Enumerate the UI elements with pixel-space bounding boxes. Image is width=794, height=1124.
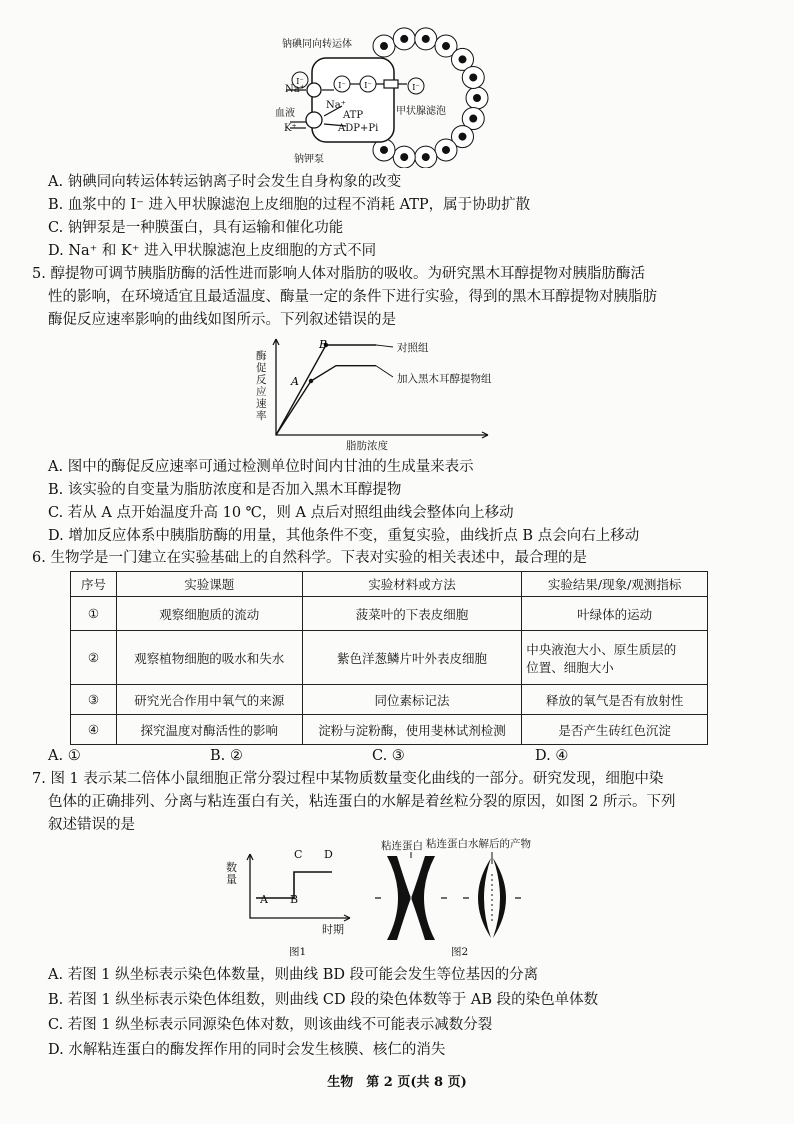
q5-stem-3: 酶促反应速率影响的曲线如图所示。下列叙述错误的是 [48, 312, 396, 328]
na-label-outer: Na⁺ [285, 84, 305, 95]
q5-stem-2: 性的影响，在环境适宜且最适温度、酶量一定的条件下进行实验，得到的黑木耳醇提物对胰脂肪 [48, 289, 657, 305]
q6-stem: 6. 生物学是一门建立在实验基础上的自然科学。下表对实验的相关表述中，最合理的是 [32, 550, 587, 566]
point-a-label: A [291, 375, 299, 388]
table-cell: ① [71, 597, 117, 631]
follicle-label: 甲状腺滤泡 [396, 106, 446, 117]
fig2-label-product: 粘连蛋白水解后的产物 [426, 838, 531, 850]
cell-line: 位置、细胞大小 [526, 659, 614, 675]
q6-choice-b: B. ② [210, 748, 243, 764]
table-header: 实验结果/现象/观测指标 [522, 572, 708, 597]
table-cell: 叶绿体的运动 [522, 597, 708, 631]
q5-ylabel: 酶促反应速率 [256, 350, 267, 422]
nucleus [422, 153, 430, 161]
q5-option-a: A. 图中的酶促反应速率可通过检测单位时间内甘油的生成量来表示 [48, 459, 474, 475]
q5-series-label-extract: 加入黑木耳醇提物组 [397, 373, 492, 385]
q7-stem-2: 色体的正确排列、分离与粘连蛋白有关，粘连蛋白的水解是着丝粒分裂的原因，如图 2 所示。下列 [48, 794, 676, 810]
q7-option-b: B. 若图 1 纵坐标表示染色体组数，则曲线 CD 段的染色体数等于 AB 段的染色单体数 [48, 992, 599, 1008]
table-cell: 紫色洋葱鳞片叶外表皮细胞 [302, 631, 522, 685]
table-header: 实验课题 [116, 572, 302, 597]
point-a-marker [309, 379, 313, 383]
chromatid-icon [478, 858, 491, 938]
q7-stem-3: 叙述错误的是 [48, 817, 135, 833]
table-cell [522, 631, 708, 685]
q4-option-a: A. 钠碘同向转运体转运钠离子时会发生自身构象的改变 [48, 174, 402, 190]
fig2-label-cohesin: 粘连蛋白 [381, 840, 423, 852]
q7-fig2-chromosomes [365, 852, 535, 944]
point-b-label: B [319, 338, 328, 351]
transporter-label: 钠碘同向转运体 [282, 39, 352, 50]
symporter-icon [307, 83, 321, 97]
table-cell: 观察植物细胞的吸水和失水 [116, 631, 302, 685]
q5-option-c: C. 若从 A 点开始温度升高 10 ℃，则 A 点后对照组曲线会整体向上移动 [48, 505, 514, 521]
fig1-point-d: D [324, 848, 333, 861]
fig1-point-c: C [294, 848, 303, 861]
fig1-point-b: B [290, 893, 299, 906]
q7-option-c: C. 若图 1 纵坐标表示同源染色体对数，则该曲线不可能表示减数分裂 [48, 1017, 493, 1033]
fig2-caption: 图2 [451, 946, 469, 958]
atp-label: ATP [343, 110, 364, 121]
table-header: 实验材料或方法 [302, 572, 522, 597]
q6-choice-d: D. ④ [535, 748, 569, 764]
na-label-inner: Na⁺ [326, 100, 346, 111]
nucleus [400, 153, 408, 161]
q5-series-label-control: 对照组 [397, 342, 429, 354]
table-cell: ④ [71, 715, 117, 745]
page-footer: 生物 第 2 页(共 8 页) [327, 1075, 467, 1090]
table-cell: 菠菜叶的下表皮细胞 [302, 597, 522, 631]
table-cell: 研究光合作用中氧气的来源 [116, 685, 302, 715]
q7-option-d: D. 水解粘连蛋白的酶发挥作用的同时会发生核膜、核仁的消失 [48, 1042, 446, 1058]
q5-option-d: D. 增加反应体系中胰脂肪酶的用量，其他条件不变，重复实验，曲线折点 B 点会向右上移动 [48, 528, 640, 544]
chromatid-icon [493, 858, 506, 938]
table-cell: 是否产生砖红色沉淀 [522, 715, 708, 745]
pump-icon [306, 112, 322, 128]
nucleus [442, 146, 450, 154]
nucleus [469, 73, 477, 81]
table-row [71, 715, 708, 745]
k-label: K⁺ [284, 123, 297, 134]
fig1-caption: 图1 [289, 946, 307, 958]
q7-fig1-chart [240, 852, 360, 932]
fig1-point-a: A [260, 893, 268, 906]
table-header: 序号 [71, 572, 117, 597]
q6-choice-a: A. ① [48, 748, 81, 764]
q4-option-d: D. Na⁺ 和 K⁺ 进入甲状腺滤泡上皮细胞的方式不同 [48, 243, 377, 259]
nucleus [422, 35, 430, 43]
q5-option-b: B. 该实验的自变量为脂肪浓度和是否加入黑木耳醇提物 [48, 482, 402, 498]
pump-label: 钠钾泵 [294, 154, 324, 165]
table-cell: ③ [71, 685, 117, 715]
series-line-0 [276, 345, 376, 435]
table-cell: 释放的氧气是否有放射性 [522, 685, 708, 715]
nucleus [380, 42, 388, 50]
nucleus [380, 146, 388, 154]
blood-label: 血液 [275, 108, 295, 119]
nucleus [458, 133, 466, 141]
q5-xlabel: 脂肪浓度 [346, 440, 388, 452]
nucleus [469, 115, 477, 123]
table-cell: 淀粉与淀粉酶，使用斐林试剂检测 [302, 715, 522, 745]
table-cell: 观察细胞质的流动 [116, 597, 302, 631]
q5-stem-1: 5. 醇提物可调节胰脂肪酶的活性进而影响人体对脂肪的吸收。为研究黑木耳醇提物对胰脂肪酶活 [32, 266, 645, 282]
iodide-label-3: I⁻ [364, 81, 372, 90]
fig1-ylabel: 数量 [226, 861, 237, 886]
fig1-xlabel: 时期 [322, 923, 344, 936]
fig1-axes [250, 854, 350, 918]
table-row [71, 631, 708, 685]
series-leader-0 [376, 345, 393, 347]
table-cell: 同位素标记法 [302, 685, 522, 715]
nucleus [458, 55, 466, 63]
experiment-table [70, 571, 708, 745]
nucleus [400, 35, 408, 43]
nucleus [442, 42, 450, 50]
q6-choice-c: C. ③ [372, 748, 405, 764]
iodide-label-4: I⁻ [412, 83, 420, 92]
q5-chart [248, 335, 538, 455]
table-cell: 探究温度对酶活性的影响 [116, 715, 302, 745]
nucleus [473, 94, 481, 102]
series-leader-1 [376, 366, 393, 377]
q4-option-c: C. 钠钾泵是一种膜蛋白，具有运输和催化功能 [48, 220, 344, 236]
cell-line: 中央液泡大小、原生质层的 [526, 641, 677, 657]
table-row [71, 685, 708, 715]
table-header-row [71, 572, 708, 597]
q4-option-b: B. 血浆中的 I⁻ 进入甲状腺滤泡上皮细胞的过程不消耗 ATP，属于协助扩散 [48, 197, 531, 213]
table-cell: ② [71, 631, 117, 685]
q7-stem-1: 7. 图 1 表示某二倍体小鼠细胞正常分裂过程中某物质数量变化曲线的一部分。研究发现，细胞中染 [32, 771, 664, 787]
q7-option-a: A. 若图 1 纵坐标表示染色体数量，则曲线 BD 段可能会发生等位基因的分离 [48, 967, 539, 983]
iodide-label-2: I⁻ [338, 81, 346, 90]
adp-label: ADP+Pi [338, 123, 379, 134]
table-row [71, 597, 708, 631]
iodide-label-1: I⁻ [296, 77, 304, 86]
